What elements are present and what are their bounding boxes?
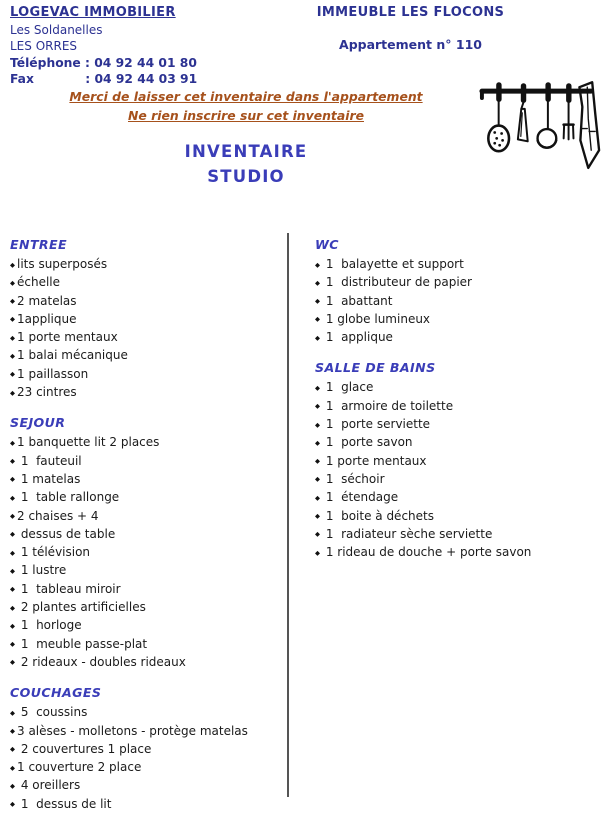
title-line-1: INVENTAIRE: [184, 142, 308, 161]
inventory-item: [315, 379, 605, 397]
inventory-item: [10, 723, 282, 741]
inventory-item: [10, 741, 282, 759]
diamond-bullet-icon: ◆: [315, 475, 320, 484]
diamond-bullet-icon: ◆: [10, 457, 15, 466]
diamond-bullet-icon: ◆: [315, 260, 320, 269]
inventory-item: [10, 293, 282, 311]
building-header-block: [308, 5, 513, 52]
building-name: IMMEUBLE LES FLOCONS: [316, 5, 505, 20]
inventory-item: [10, 508, 282, 526]
item-label: 1 porte mentaux: [17, 330, 118, 345]
inventory-item: [10, 311, 282, 329]
diamond-bullet-icon: ◆: [10, 708, 15, 717]
diamond-bullet-icon: ◆: [10, 800, 15, 809]
diamond-bullet-icon: ◆: [10, 603, 15, 612]
diamond-bullet-icon: ◆: [10, 493, 15, 502]
diamond-bullet-icon: ◆: [10, 585, 15, 594]
inventory-item: [10, 617, 282, 635]
notice-line-2: Ne rien inscrire sur cet inventaire: [128, 108, 364, 123]
item-label: dessus de table: [17, 526, 116, 541]
item-label: 1 horloge: [17, 618, 82, 633]
inventory-item: [315, 508, 605, 526]
item-label: 1 télévision: [17, 545, 91, 560]
inventory-item: [315, 293, 605, 311]
item-label: 2 chaises + 4: [17, 508, 99, 523]
item-label: 5 coussins: [17, 705, 88, 720]
title-line-2: STUDIO: [207, 167, 285, 186]
item-label: 1 rideau de douche + porte savon: [322, 545, 532, 560]
item-label: 2 plantes artificielles: [17, 600, 146, 615]
diamond-bullet-icon: ◆: [315, 333, 320, 342]
item-label: 1 matelas: [17, 471, 81, 486]
diamond-bullet-icon: ◆: [315, 493, 320, 502]
item-label: 1 glace: [322, 380, 374, 395]
item-label: 1 fauteuil: [17, 453, 82, 468]
item-label: 1 meuble passe-plat: [17, 636, 148, 651]
item-label: 1 tableau miroir: [17, 581, 121, 596]
item-label: 1 dessus de lit: [17, 796, 112, 811]
diamond-bullet-icon: ◆: [10, 370, 15, 379]
agency-name: LOGEVAC IMMOBILIER: [10, 5, 176, 20]
inventory-item: [10, 329, 282, 347]
item-label: 2 rideaux - doubles rideaux: [17, 654, 186, 669]
item-label: 1 balai mécanique: [17, 348, 128, 363]
section-heading: SEJOUR: [10, 415, 66, 431]
inventory-item: [10, 347, 282, 365]
agency-header-block: [10, 5, 197, 88]
inventory-section: [10, 414, 282, 672]
item-label: 1 couverture 2 place: [17, 760, 142, 775]
item-label: 1 applique: [322, 330, 393, 345]
page-title: [0, 139, 492, 189]
inventory-item: [315, 311, 605, 329]
diamond-bullet-icon: ◆: [10, 781, 15, 790]
diamond-bullet-icon: ◆: [315, 457, 320, 466]
column-divider: [287, 233, 289, 797]
item-label: 1 table rallonge: [17, 490, 120, 505]
diamond-bullet-icon: ◆: [10, 351, 15, 360]
inventory-item: [315, 489, 605, 507]
item-label: échelle: [17, 275, 61, 290]
agency-address-line1: Les Soldanelles: [10, 22, 103, 37]
inventory-item: [10, 526, 282, 544]
diamond-bullet-icon: ◆: [10, 658, 15, 667]
inventory-item: [315, 434, 605, 452]
diamond-bullet-icon: ◆: [315, 548, 320, 557]
item-label: lits superposés: [17, 257, 108, 271]
item-label: 1 balayette et support: [322, 257, 464, 271]
diamond-bullet-icon: ◆: [10, 763, 15, 772]
diamond-bullet-icon: ◆: [315, 383, 320, 392]
diamond-bullet-icon: ◆: [315, 402, 320, 411]
item-label: 1 boite à déchets: [322, 508, 434, 523]
inventory-item: [10, 581, 282, 599]
item-label: 1 radiateur sèche serviette: [322, 526, 493, 541]
inventory-item: [10, 366, 282, 384]
inventory-item: [10, 704, 282, 722]
inventory-item: [315, 256, 605, 274]
inventory-item: [10, 453, 282, 471]
section-heading: SALLE DE BAINS: [315, 360, 436, 376]
inventory-item: [10, 636, 282, 654]
item-label: 1 porte savon: [322, 435, 413, 450]
diamond-bullet-icon: ◆: [315, 438, 320, 447]
item-label: 23 cintres: [17, 385, 77, 400]
inventory-item: [10, 562, 282, 580]
item-label: 2 matelas: [17, 293, 77, 308]
diamond-bullet-icon: ◆: [10, 530, 15, 539]
inventory-item: [10, 777, 282, 795]
inventory-section: [10, 236, 282, 402]
item-label: 1 porte serviette: [322, 417, 431, 432]
inventory-item: [315, 544, 605, 562]
diamond-bullet-icon: ◆: [315, 278, 320, 287]
inventory-item: [10, 489, 282, 507]
diamond-bullet-icon: ◆: [10, 278, 15, 287]
diamond-bullet-icon: ◆: [10, 548, 15, 557]
inventory-item: [10, 471, 282, 489]
item-label: 4 oreillers: [17, 778, 81, 793]
item-label: 1 séchoir: [322, 471, 385, 486]
item-label: 2 couvertures 1 place: [17, 741, 152, 756]
item-label: 1 banquette lit 2 places: [17, 435, 160, 450]
agency-fax: Fax : 04 92 44 03 91: [10, 72, 198, 86]
diamond-bullet-icon: ◆: [10, 475, 15, 484]
inventory-item: [315, 274, 605, 292]
diamond-bullet-icon: ◆: [10, 640, 15, 649]
inventory-item: [315, 329, 605, 347]
item-label: 1 armoire de toilette: [322, 398, 454, 413]
inventory-item: [10, 599, 282, 617]
apartment-number: Appartement n° 110: [339, 37, 482, 52]
inventory-item: [10, 796, 282, 814]
section-heading: COUCHAGES: [10, 685, 102, 701]
inventory-item: [10, 274, 282, 292]
item-label: 1 lustre: [17, 563, 67, 578]
item-label: 1 abattant: [322, 293, 393, 308]
item-label: 1applique: [17, 311, 77, 326]
inventory-item: [315, 416, 605, 434]
diamond-bullet-icon: ◆: [315, 297, 320, 306]
diamond-bullet-icon: ◆: [10, 438, 15, 447]
inventory-item: [10, 384, 282, 402]
diamond-bullet-icon: ◆: [10, 333, 15, 342]
diamond-bullet-icon: ◆: [10, 727, 15, 736]
diamond-bullet-icon: ◆: [10, 512, 15, 521]
inventory-item: [10, 759, 282, 777]
inventory-item: [315, 526, 605, 544]
inventory-item: [10, 434, 282, 452]
item-label: 1 globe lumineux: [322, 311, 431, 326]
item-label: 1 distributeur de papier: [322, 275, 472, 290]
left-column: [10, 236, 282, 826]
diamond-bullet-icon: ◆: [10, 566, 15, 575]
inventory-item: [315, 398, 605, 416]
diamond-bullet-icon: ◆: [10, 315, 15, 324]
inventory-item: [315, 471, 605, 489]
section-heading: ENTREE: [10, 237, 68, 252]
inventory-item: [10, 654, 282, 672]
item-label: 1 paillasson: [17, 366, 89, 381]
inventory-item: [315, 453, 605, 471]
inventory-section: [10, 684, 282, 814]
diamond-bullet-icon: ◆: [315, 530, 320, 539]
kitchen-utensils-rack-icon: [477, 79, 605, 183]
diamond-bullet-icon: ◆: [315, 512, 320, 521]
inventory-item: [10, 544, 282, 562]
diamond-bullet-icon: ◆: [10, 260, 15, 269]
diamond-bullet-icon: ◆: [315, 420, 320, 429]
diamond-bullet-icon: ◆: [315, 315, 320, 324]
notice-block: [0, 87, 492, 125]
diamond-bullet-icon: ◆: [10, 297, 15, 306]
agency-address-line2: LES ORRES: [10, 39, 78, 53]
diamond-bullet-icon: ◆: [10, 621, 15, 630]
diamond-bullet-icon: ◆: [10, 745, 15, 754]
section-heading: WC: [315, 237, 339, 252]
inventory-section: [315, 236, 605, 347]
diamond-bullet-icon: ◆: [10, 388, 15, 397]
notice-line-1: Merci de laisser cet inventaire dans l'appartement: [69, 89, 423, 104]
item-label: 1 étendage: [322, 490, 399, 505]
item-label: 1 porte mentaux: [322, 453, 427, 468]
item-label: 3 alèses - molletons - protège matelas: [17, 723, 248, 738]
agency-phone: Téléphone : 04 92 44 01 80: [10, 55, 197, 70]
inventory-item: [10, 256, 282, 274]
inventory-section: [315, 359, 605, 562]
right-column: [315, 236, 605, 574]
